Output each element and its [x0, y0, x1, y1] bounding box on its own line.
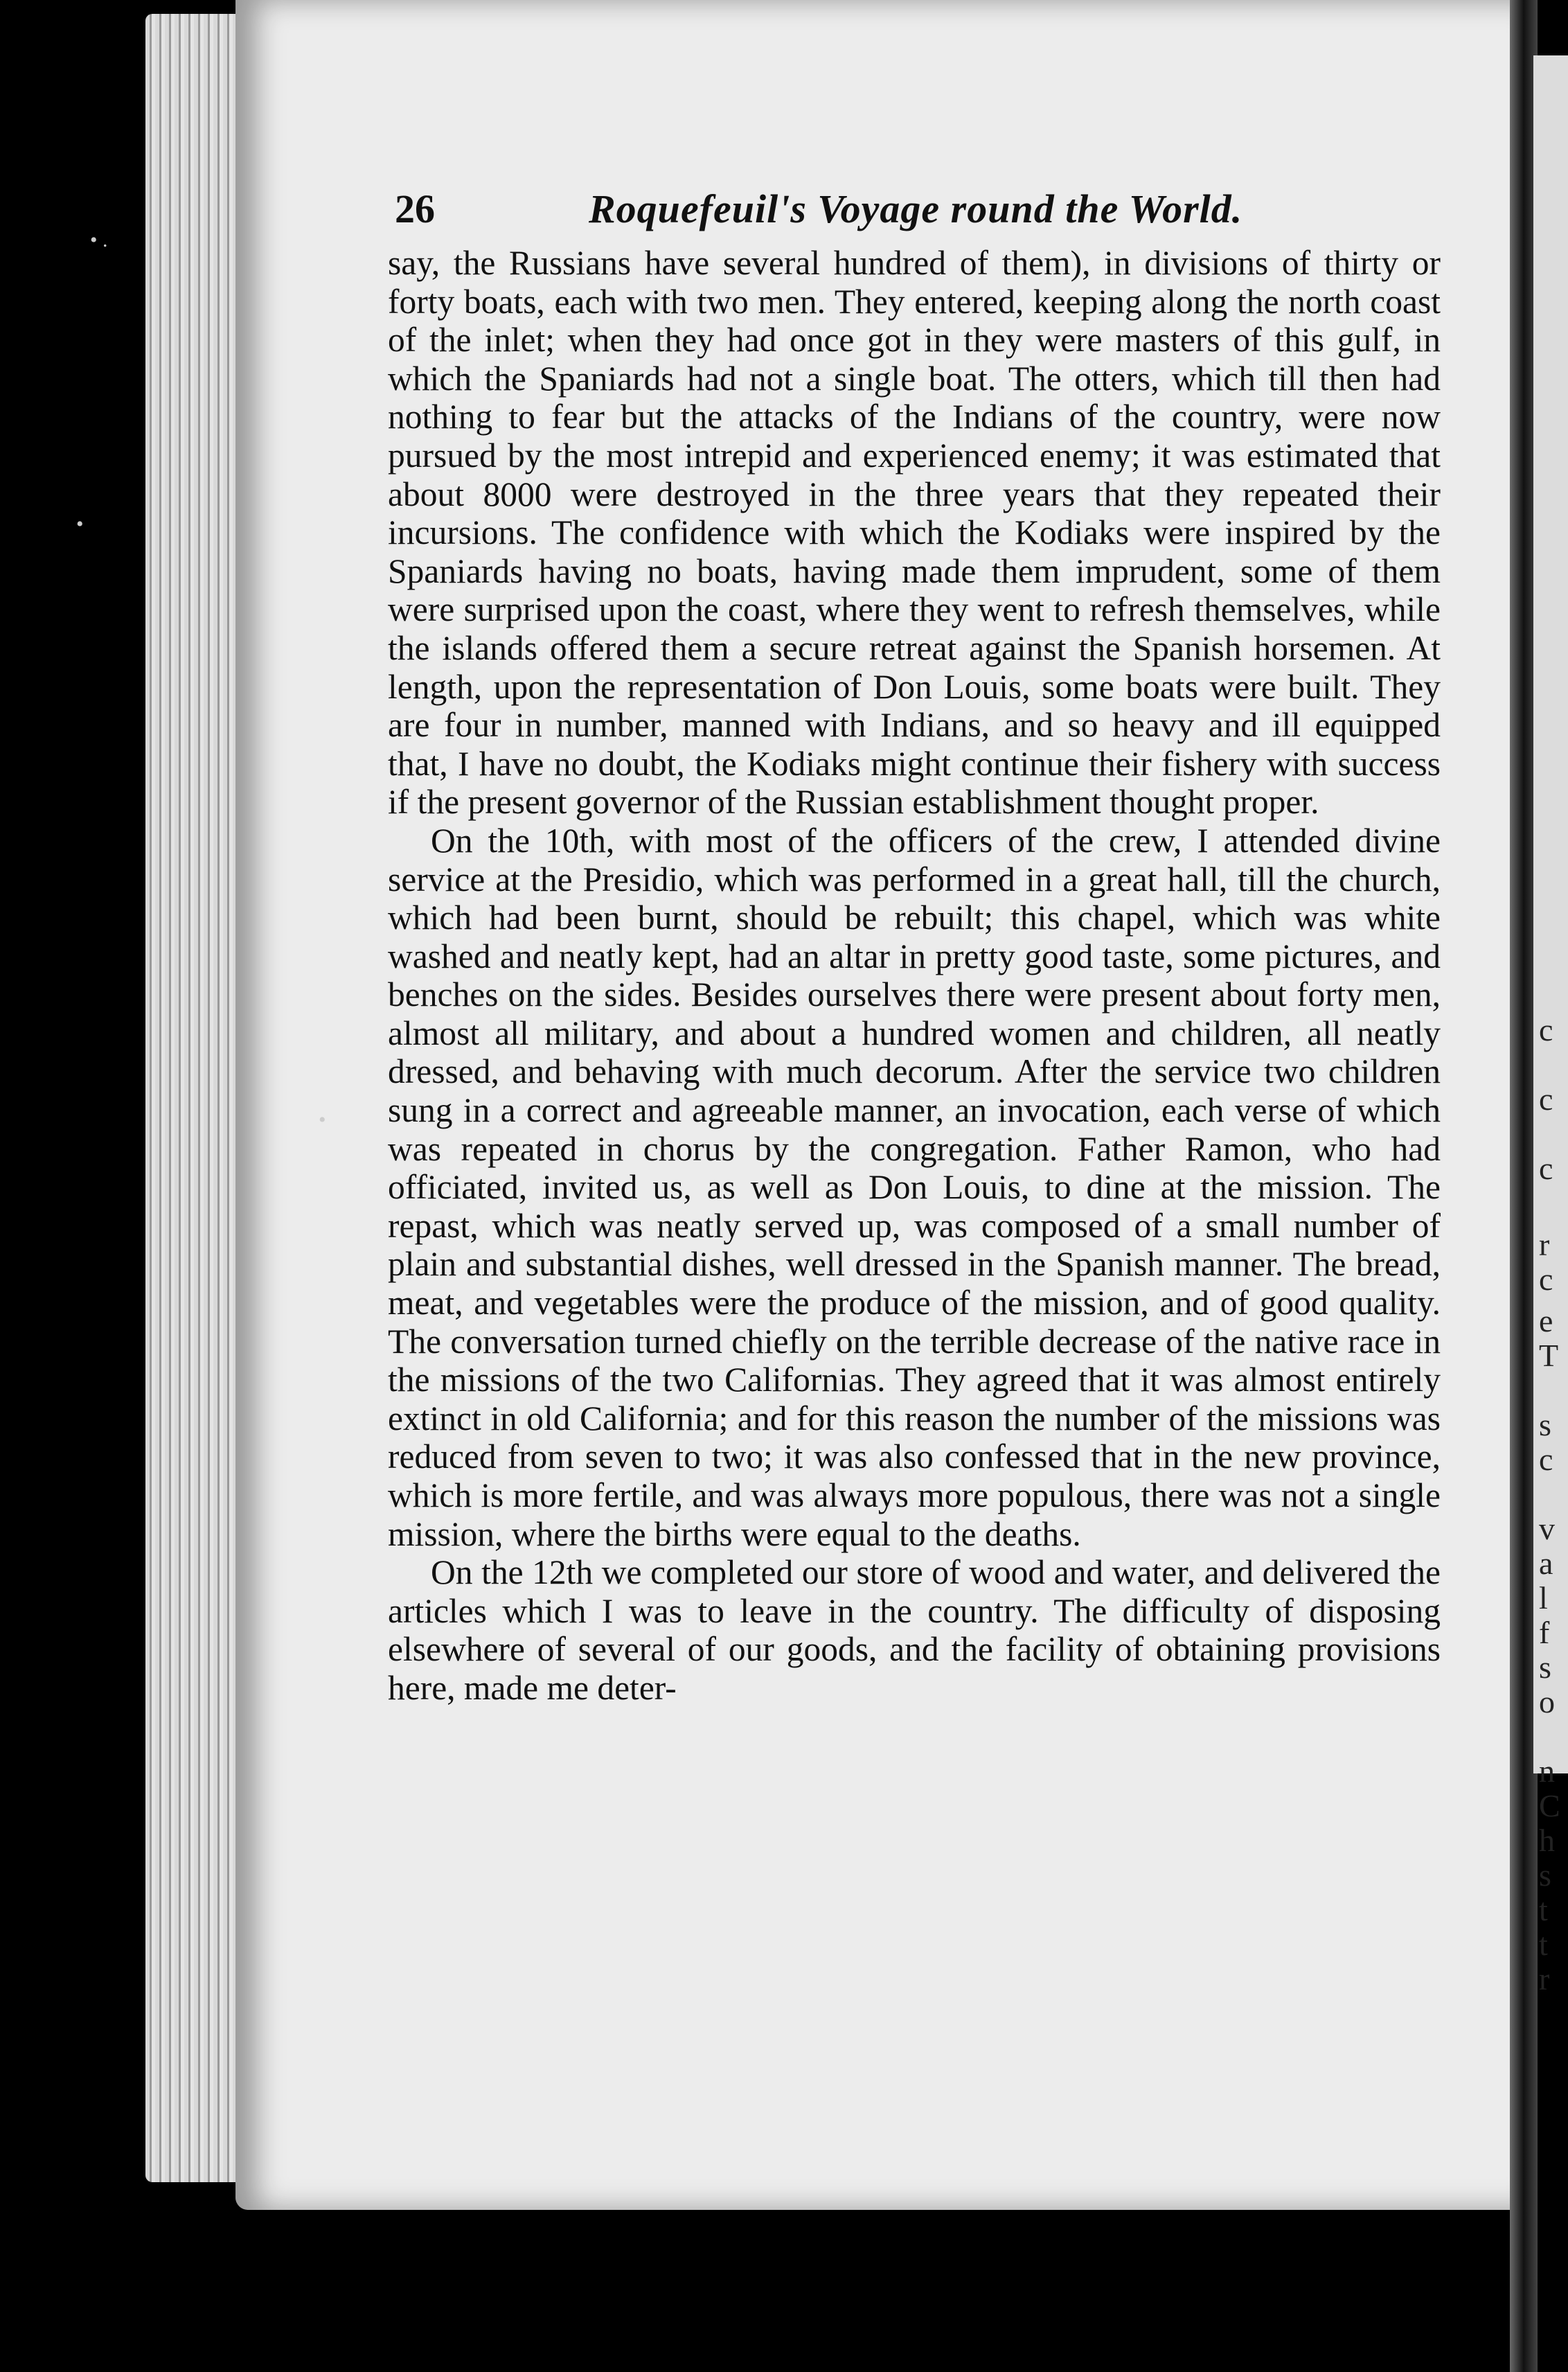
- body-text: [388, 244, 1441, 1708]
- running-title: Roquefeuil's Voyage round the World.: [589, 186, 1243, 231]
- facing-page-fragment: e: [1539, 1303, 1553, 1338]
- facing-page-fragment: T: [1539, 1338, 1559, 1373]
- facing-page-fragment: f: [1539, 1615, 1550, 1650]
- paragraph: say, the Russians have several hundred of them), in divisions of thirty or forty boats, each with two men. They entered, keeping along the north coast of the inlet; when they had once got in they were masters of this gulf, in which the Spaniards had not a single boat. The otters, which till then had nothing to fear but the attacks of the Indians of the country, were now pursued by the most intrepid and experienced enemy; it was estimated that about 8000 were destroyed in the three years that they repeated their incursions. The confidence with which the Kodiaks were inspired by the Spaniards having no boats, having made them imprudent, some of them were surprised upon the coast, where they went to refresh themselves, while the islands offered them a secure retreat against the Spanish horsemen. At length, upon the representation of Don Louis, some boats were built. They are four in number, manned with Indians, and so heavy and ill equipped that, I have no doubt, the Kodiaks might continue their fishery with success if the present governor of the Russian establishment thought proper.: [388, 244, 1441, 822]
- facing-page-fragment: t: [1539, 1927, 1548, 1962]
- facing-page-fragment: c: [1539, 1012, 1553, 1047]
- facing-page-fragment: C: [1539, 1788, 1560, 1823]
- facing-page-fragment: s: [1539, 1407, 1551, 1442]
- running-head: [395, 186, 1281, 241]
- facing-page-fragment: n: [1539, 1753, 1555, 1789]
- facing-page-fragment: h: [1539, 1823, 1555, 1858]
- scan-speck: •: [76, 513, 84, 536]
- facing-page-fragment: r: [1539, 1961, 1550, 1997]
- facing-page-fragment: l: [1539, 1580, 1548, 1616]
- facing-page-fragment: c: [1539, 1151, 1553, 1186]
- facing-page-fragment: s: [1539, 1649, 1551, 1685]
- facing-page-fragment: o: [1539, 1684, 1555, 1719]
- scan-speck: •: [319, 1108, 326, 1131]
- page-number: 26: [395, 186, 435, 231]
- facing-page-fragment: a: [1539, 1546, 1553, 1581]
- facing-page-fragment: t: [1539, 1892, 1548, 1927]
- paragraph: On the 12th we completed our store of wood and water, and delivered the articles which I was to leave in the country. The difficulty of disposing elsewhere of several of our goods, and the facility of obtaining provisions here, made me deter-: [388, 1553, 1441, 1707]
- facing-page-fragment: v: [1539, 1511, 1555, 1546]
- paragraph: On the 10th, with most of the officers of the crew, I attended divine service at the Presidio, which was performed in a great hall, till the church, which had been burnt, should be rebuilt; this chapel, which was white washed and neatly kept, had an altar in pretty good taste, some pictures, and benches on the sides. Besides ourselves there were present about forty men, almost all military, and about a hundred women and children, all neatly dressed, and behaving with much decorum. After the service two children sung in a correct and agreeable manner, an invocation, each verse of which was repeated in chorus by the congregation. Father Ramon, who had officiated, invited us, as well as Don Louis, to dine at the mission. The repast, which was neatly served up, was composed of a small number of plain and substantial dishes, well dressed in the Spanish manner. The bread, meat, and vegetables were the produce of the mission, and of good quality. The conversation turned chiefly on the terrible decrease of the native race in the missions of the two Californias. They agreed that it was almost entirely extinct in old California; and for this reason the number of the missions was reduced from seven to two; it was also confessed that in the new province, which is more fertile, and was always more populous, there was not a single mission, where the births were equal to the deaths.: [388, 821, 1441, 1553]
- facing-page-fragment: c: [1539, 1442, 1553, 1477]
- facing-page-fragment: r: [1539, 1227, 1550, 1262]
- facing-page-fragment: c: [1539, 1262, 1553, 1297]
- facing-page-fragment: c: [1539, 1081, 1553, 1117]
- facing-page-fragment: s: [1539, 1857, 1551, 1893]
- scan-speck: • .: [90, 229, 108, 251]
